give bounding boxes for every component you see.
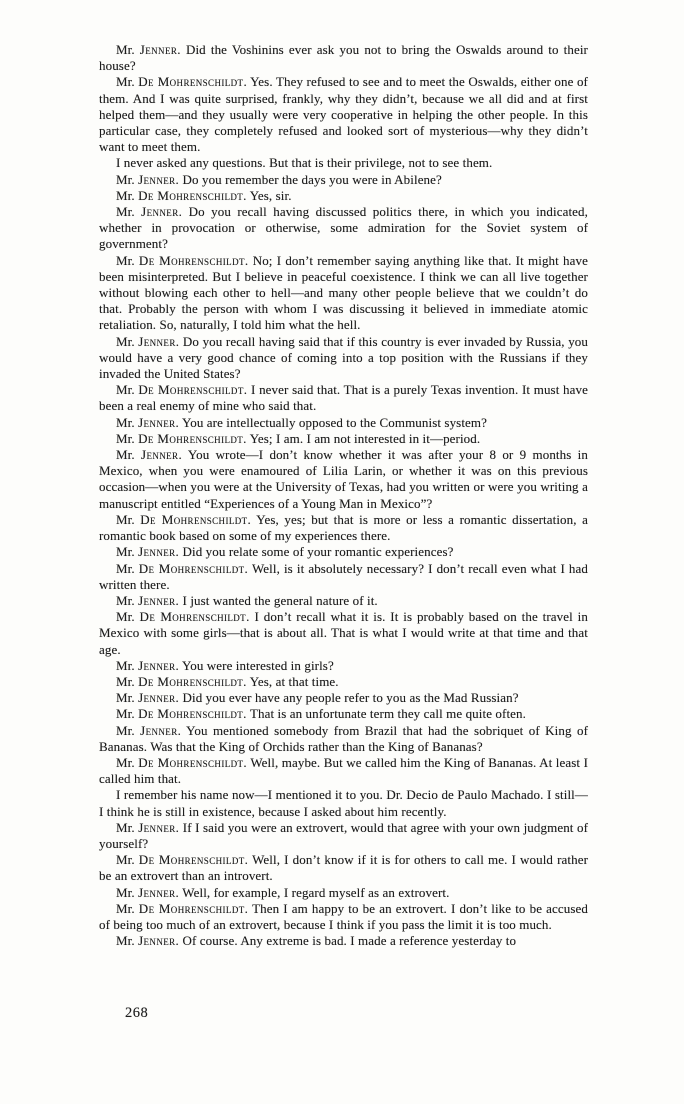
transcript-paragraph: Mr. De Mohrenschildt. Well, I don’t know if it is for others to call me. I would rather be an extrovert than an introvert. (99, 852, 588, 884)
transcript-paragraph: Mr. Jenner. Well, for example, I regard myself as an extrovert. (116, 884, 450, 900)
speaker-name: De Mohrenschildt. (140, 511, 252, 527)
transcript-paragraph: Mr. De Mohrenschildt. Well, maybe. But we called him the King of Bananas. At least I called him that. (99, 754, 588, 787)
transcript-paragraph: Mr. Jenner. If I said you were an extrovert, would that agree with your own judgment of yourself? (99, 819, 589, 851)
transcript-paragraph: Mr. De Mohrenschildt. I never said that. That is a purely Texas invention. It must have been a real enemy of mine who said that. (99, 382, 588, 414)
speaker-label: Mr. Jenner. (116, 544, 180, 560)
speaker-name: Jenner. (141, 204, 183, 220)
speaker-label: Mr. Jenner. (116, 884, 180, 900)
speaker-label: Mr. Jenner. (116, 933, 180, 949)
page-number: 268 (125, 1005, 149, 1021)
speaker-label: Mr. De Mohrenschildt. (116, 430, 247, 446)
speaker-name: Jenner. (138, 171, 180, 187)
transcript-paragraph: Mr. Jenner. Did you ever have any people refer to you as the Mad Russian? (116, 690, 519, 706)
transcript-paragraph: Mr. Jenner. You mentioned somebody from Brazil that had the sobriquet of King of Bananas. Was that the King of Orchids rather than the King of Bananas? (99, 722, 588, 754)
transcript-paragraph: Mr. De Mohrenschildt. Then I am happy to be an extrovert. I don’t like to be accused of being too much of an extrovert, because I think if you pass the limit it is too much. (99, 900, 588, 932)
speaker-label: Mr. De Mohrenschildt. (116, 706, 247, 722)
speaker-name: Jenner. (138, 544, 180, 560)
transcript-paragraph: Mr. De Mohrenschildt. No; I don’t remember saying anything like that. It might have been misinterpreted. But I believe in peaceful coexistence. I think we can all live together without blowing each other to hell—and many other people believe that we couldn’t do that. Probably the person with whom I was discussing it believed in immediate atomic retaliation. So, naturally, I told him what the hell. (99, 252, 588, 333)
speaker-label: Mr. De Mohrenschildt. (116, 511, 252, 527)
speaker-label: Mr. Jenner. (116, 204, 183, 220)
transcript-paragraph: Mr. Jenner. Do you recall having discussed politics there, in which you indicated, whether in provocation or otherwise, some admiration for the Soviet system of government? (99, 204, 588, 252)
transcript-paragraph: Mr. De Mohrenschildt. Yes. They refused to see and to meet the Oswalds, either one of them. And I was quite surprised, frankly, why they didn’t, because we all did and at first helped them—and they usually were very cooperative in helping the other people. In this particular case, they completely refused and looked sort of mysterious—why they didn’t want to meet them. (99, 74, 588, 155)
speaker-label: Mr. De Mohrenschildt. (116, 382, 248, 398)
speaker-label: Mr. Jenner. (116, 722, 182, 738)
transcript-paragraph: Mr. Jenner. Do you recall having said that if this country is ever invaded by Russia, you would have a very good chance of coming into a top position with the Russians if they invaded the United States? (99, 333, 588, 382)
speaker-label: Mr. Jenner. (116, 333, 180, 349)
transcript-paragraph: Mr. De Mohrenschildt. Yes, at that time. (116, 673, 339, 689)
speaker-label: Mr. Jenner. (116, 819, 180, 835)
transcript-paragraph: Mr. De Mohrenschildt. Well, is it absolutely necessary? I don’t recall even what I had written there. (99, 560, 588, 592)
speaker-name: Jenner. (138, 933, 180, 949)
speaker-name: De Mohrenschildt. (138, 252, 249, 268)
speaker-label: Mr. De Mohrenschildt. (116, 609, 250, 625)
speaker-name: Jenner. (138, 819, 180, 835)
speaker-label: Mr. De Mohrenschildt. (116, 900, 249, 916)
transcript-paragraph: Mr. Jenner. You were interested in girls? (116, 657, 334, 673)
speaker-label: Mr. De Mohrenschildt. (116, 560, 249, 576)
transcript-paragraph: Mr. Jenner. I just wanted the general nature of it. (116, 592, 378, 608)
transcript-paragraph: Mr. De Mohrenschildt. That is an unfortunate term they call me quite often. (116, 706, 526, 722)
speaker-label: Mr. Jenner. (116, 657, 180, 673)
speaker-label: Mr. De Mohrenschildt. (116, 673, 247, 689)
transcript-paragraph: Mr. Jenner. Did you relate some of your romantic experiences? (116, 544, 454, 560)
speaker-label: Mr. Jenner. (116, 447, 183, 463)
transcript-paragraph: Mr. Jenner. Do you remember the days you were in Abilene? (116, 171, 442, 187)
speaker-label: Mr. Jenner. (116, 592, 180, 608)
speaker-label: Mr. Jenner. (116, 690, 180, 706)
speaker-label: Mr. Jenner. (116, 42, 181, 57)
speaker-name: Jenner. (141, 447, 183, 463)
speaker-label: Mr. De Mohrenschildt. (116, 252, 249, 268)
speaker-label: Mr. De Mohrenschildt. (116, 852, 249, 868)
speaker-name: De Mohrenschildt. (138, 560, 249, 576)
speaker-label: Mr. De Mohrenschildt. (116, 187, 247, 203)
speaker-name: Jenner. (138, 884, 180, 900)
speaker-name: De Mohrenschildt. (138, 673, 247, 689)
transcript-paragraph: Mr. Jenner. Did the Voshinins ever ask you not to bring the Oswalds around to their house? (99, 42, 588, 74)
speaker-name: De Mohrenschildt. (138, 852, 249, 868)
speaker-name: De Mohrenschildt. (138, 754, 248, 770)
transcript-paragraph: Mr. De Mohrenschildt. Yes, yes; but that is more or less a romantic dissertation, a romantic book based on some of my experiences there. (99, 511, 588, 544)
transcript-paragraph: I remember his name now—I mentioned it to you. Dr. Decio de Paulo Machado. I still—I think he is still in existence, because I asked about him recently. (99, 787, 588, 819)
speaker-name: Jenner. (138, 657, 180, 673)
speaker-label: Mr. Jenner. (116, 414, 180, 430)
speaker-name: De Mohrenschildt. (138, 382, 248, 398)
speaker-name: De Mohrenschildt. (139, 609, 250, 625)
speaker-name: De Mohrenschildt. (138, 430, 247, 446)
transcript-paragraph: Mr. Jenner. Of course. Any extreme is bad. I made a reference yesterday to (116, 933, 517, 949)
transcript-paragraph: I never asked any questions. But that is their privilege, not to see them. (116, 155, 493, 171)
speaker-name: De Mohrenschildt. (138, 74, 248, 90)
speaker-name: Jenner. (140, 722, 182, 738)
transcript-paragraph: Mr. Jenner. You wrote—I don’t know whether it was after your 8 or 9 months in Mexico, when you were enamoured of Lilia Larin, or whether it was on this previous occasion—when you were at the University of Texas, had you written or were you writing a manuscript entitled “Experiences of a Young Man in Mexico”? (99, 447, 588, 511)
speaker-name: Jenner. (138, 690, 180, 706)
speaker-name: Jenner. (138, 592, 180, 608)
speaker-label: Mr. De Mohrenschildt. (116, 74, 248, 90)
transcript (99, 42, 588, 949)
speaker-name: De Mohrenschildt. (138, 706, 247, 722)
speaker-label: Mr. De Mohrenschildt. (116, 754, 248, 770)
speaker-name: De Mohrenschildt. (138, 187, 247, 203)
transcript-paragraph: Mr. Jenner. You are intellectually opposed to the Communist system? (116, 414, 488, 430)
speaker-name: Jenner. (138, 414, 180, 430)
speaker-name: Jenner. (138, 333, 180, 349)
speaker-name: Jenner. (139, 42, 181, 57)
transcript-paragraph: Mr. De Mohrenschildt. Yes, sir. (116, 187, 292, 203)
transcript-paragraph: Mr. De Mohrenschildt. I don’t recall what it is. It is probably based on the travel in Mexico with some girls—that is about all. That is what I would write at that time and that age. (99, 609, 588, 657)
speaker-label: Mr. Jenner. (116, 171, 180, 187)
speaker-name: De Mohrenschildt. (138, 900, 249, 916)
transcript-paragraph: Mr. De Mohrenschildt. Yes; I am. I am not interested in it—period. (116, 430, 481, 446)
